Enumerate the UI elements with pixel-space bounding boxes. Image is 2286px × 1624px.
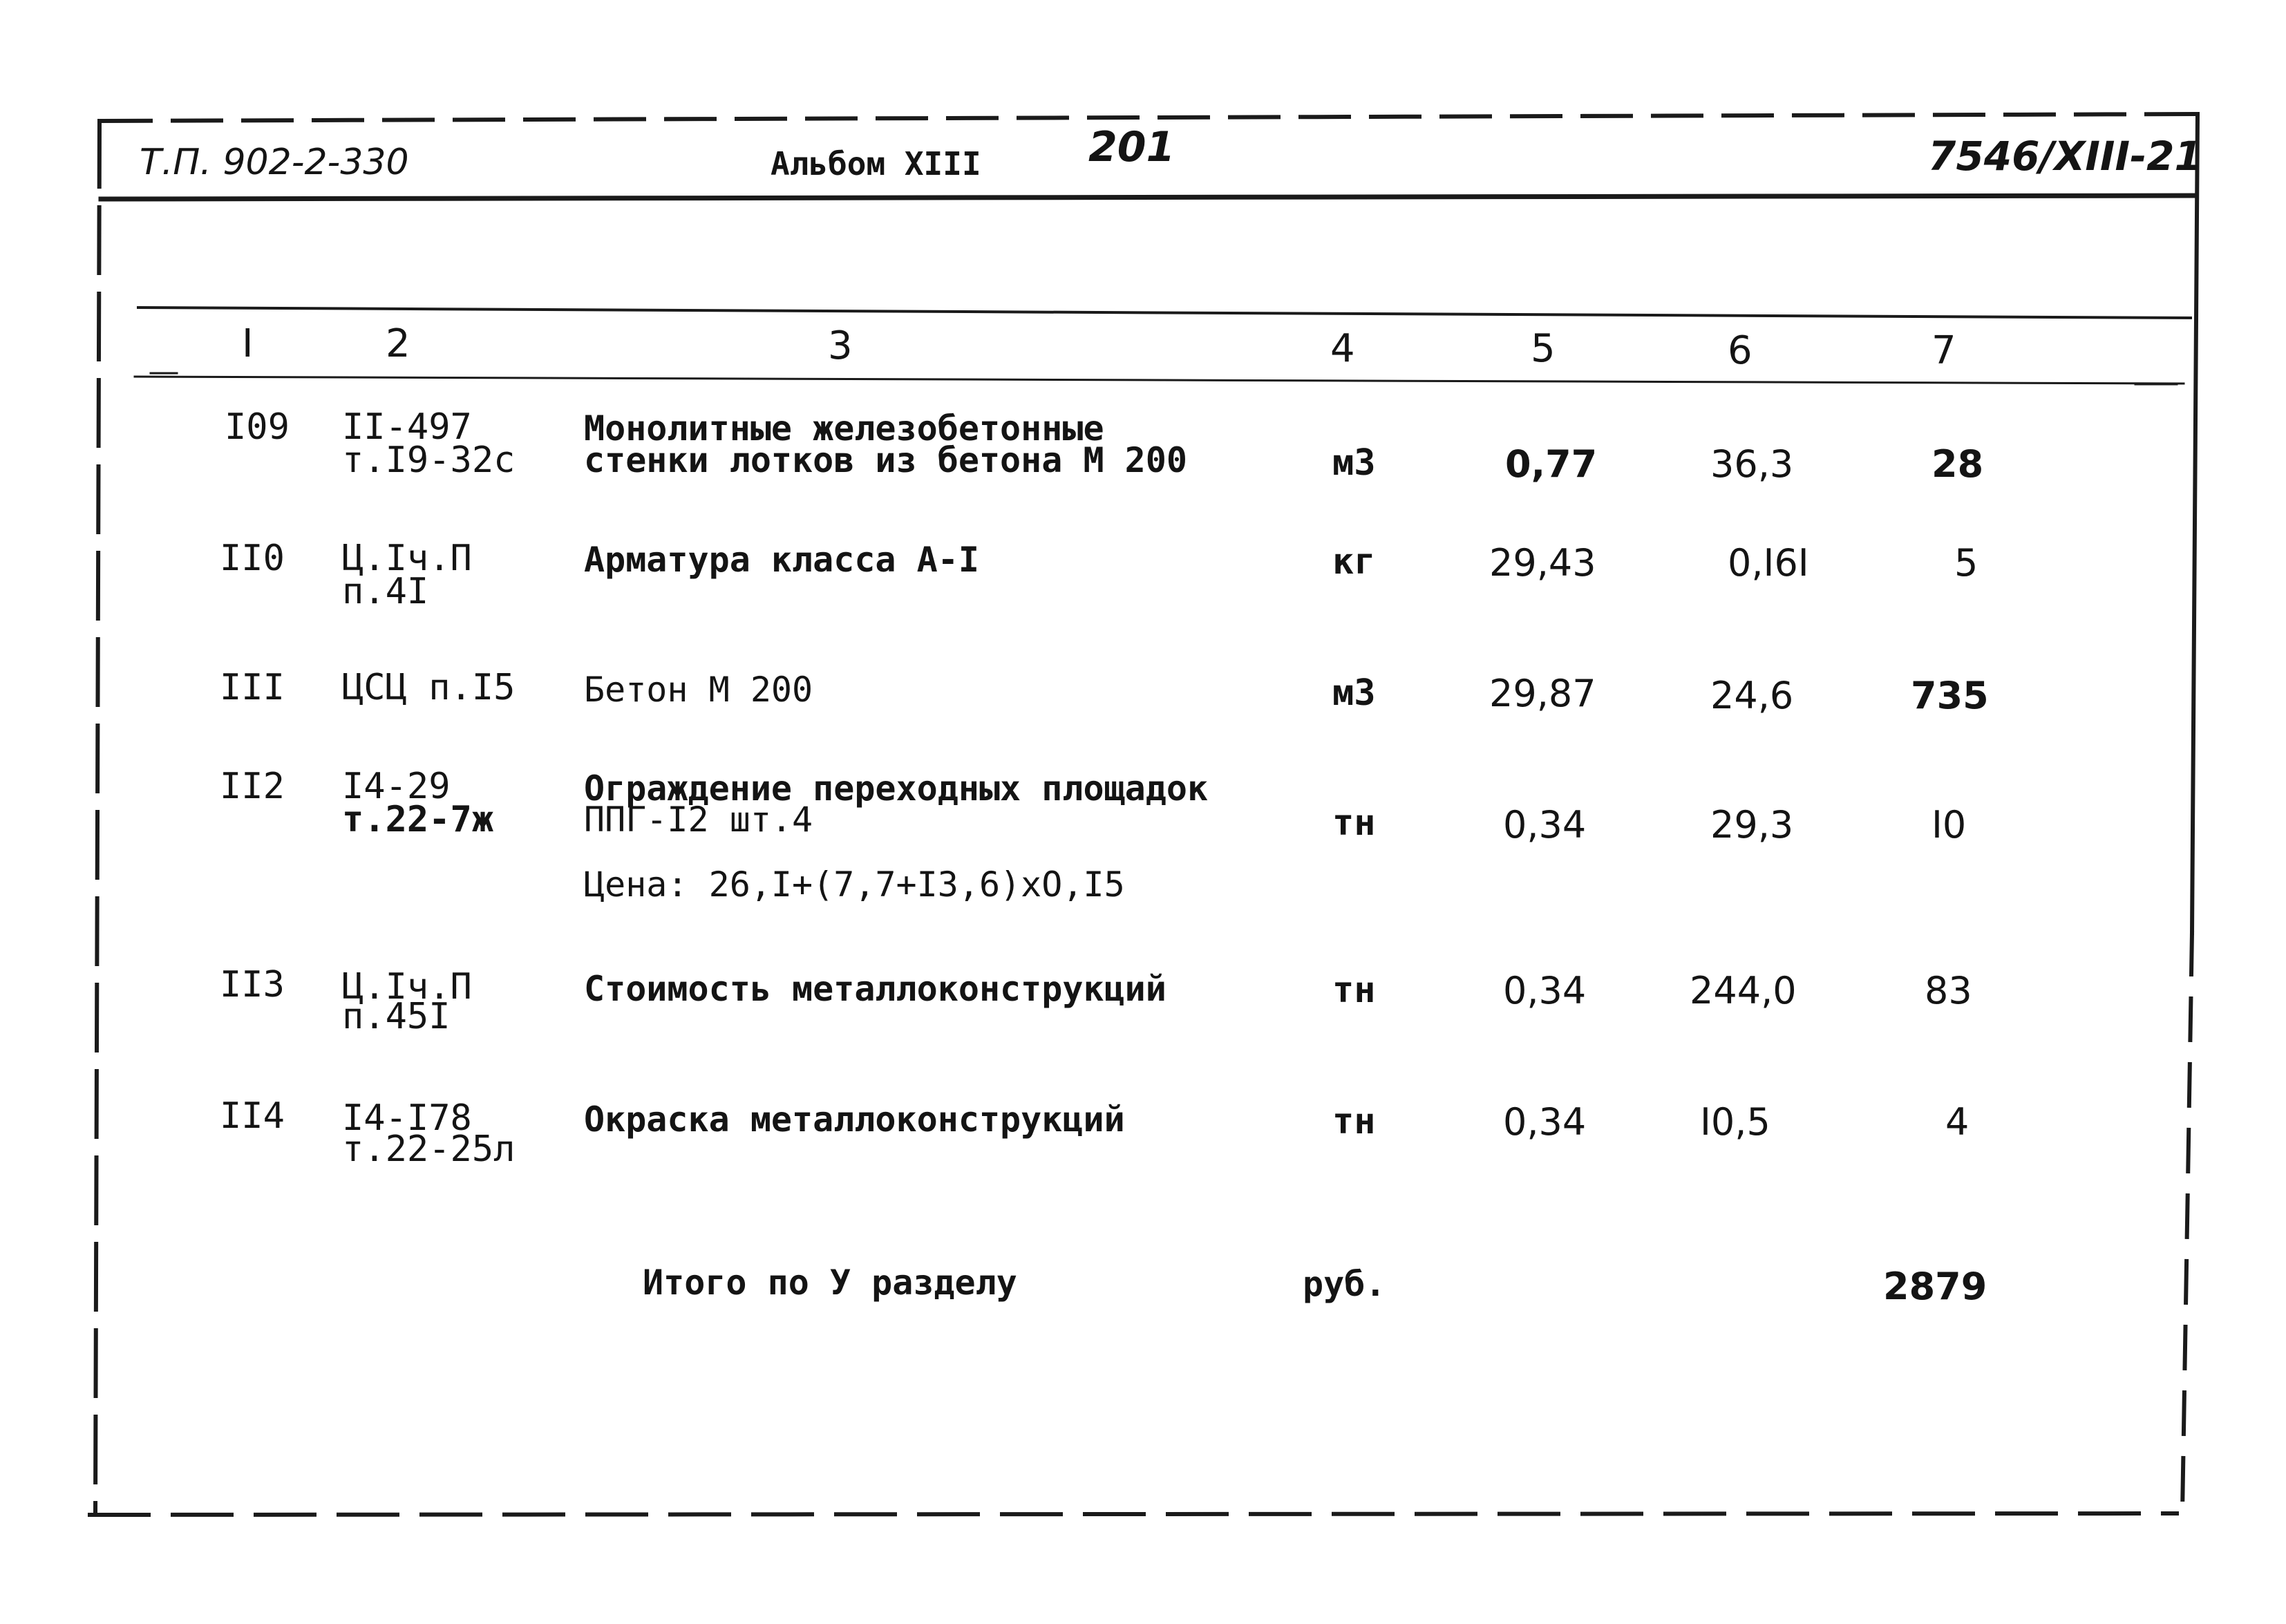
unit-price: 36,3 <box>1710 442 1794 486</box>
unit: тн <box>1332 1101 1376 1142</box>
norm-code-line2: п.4I <box>342 571 429 612</box>
quantity: 0,34 <box>1503 1100 1587 1144</box>
row-number: III <box>220 667 285 708</box>
col-header-6: 6 <box>1728 328 1753 373</box>
norm-code: I4-I78 <box>342 1097 472 1139</box>
total-cost: 735 <box>1911 674 1989 717</box>
norm-code: II-497 <box>342 406 472 448</box>
norm-code-line2: т.I9-32с <box>342 440 516 481</box>
unit: тн <box>1332 970 1376 1011</box>
total-cost: 5 <box>1954 541 1978 585</box>
archive-stamp: 7546/XIII-21 <box>1928 133 2202 180</box>
total-cost: I0 <box>1931 803 1967 847</box>
total-cost: 4 <box>1945 1100 1969 1144</box>
row-number: II3 <box>220 964 285 1005</box>
col-header-1: I <box>242 321 254 366</box>
col-header-3: 3 <box>828 323 853 368</box>
row-number: II2 <box>220 766 285 807</box>
norm-code-line2: п.45I <box>342 996 451 1037</box>
summary-total: 2879 <box>1883 1265 1987 1308</box>
col-header-2: 2 <box>386 321 410 366</box>
item-description: Ограждение переходных площадок <box>584 768 1209 809</box>
quantity: 0,34 <box>1503 969 1587 1012</box>
item-description: Окраска металлоконструкций <box>584 1099 1125 1140</box>
row-number: II0 <box>220 538 285 579</box>
item-description: Арматура класса А-I <box>584 540 979 580</box>
summary-label: Итого по У разделу <box>643 1263 1017 1303</box>
unit: м3 <box>1332 442 1376 484</box>
item-description: Монолитные железобетонные <box>584 408 1104 449</box>
norm-code: ЦСЦ п.I5 <box>342 667 516 708</box>
item-description: Стоимость металлоконструкций <box>584 969 1166 1009</box>
quantity: 0,77 <box>1505 442 1598 486</box>
total-cost: 83 <box>1925 969 1972 1012</box>
summary-unit: руб. <box>1303 1264 1386 1304</box>
norm-code-line2: т.22-7ж <box>342 799 494 840</box>
item-description-line2: ППГ-I2 шт.4 <box>584 800 813 840</box>
unit: тн <box>1332 802 1376 844</box>
norm-code: Ц.Iч.П <box>342 966 472 1008</box>
album-title: Альбом XIII <box>771 145 981 182</box>
row-number: I09 <box>225 406 290 448</box>
quantity: 29,43 <box>1489 541 1596 585</box>
unit-price: I0,5 <box>1700 1100 1770 1144</box>
col-header-7: 7 <box>1931 328 1956 373</box>
norm-code: I4-29 <box>342 766 451 807</box>
unit-price: 244,0 <box>1690 969 1797 1012</box>
price-formula: Цена: 26,I+(7,7+I3,6)хО,I5 <box>584 865 1125 905</box>
page-number: 201 <box>1088 123 1175 171</box>
col-header-5: 5 <box>1531 326 1556 371</box>
quantity: 29,87 <box>1489 672 1596 715</box>
norm-code: Ц.Iч.П <box>342 538 472 579</box>
unit: м3 <box>1332 672 1376 714</box>
norm-code-line2: т.22-25л <box>342 1129 516 1170</box>
unit-price: 0,I6I <box>1728 541 1809 585</box>
project-code: Т.П. 902-2-330 <box>140 142 409 183</box>
quantity: 0,34 <box>1503 803 1587 847</box>
item-description: Бетон М 200 <box>584 670 813 710</box>
row-number: II4 <box>220 1095 285 1137</box>
total-cost: 28 <box>1931 442 1984 486</box>
unit-price: 29,3 <box>1710 803 1794 847</box>
col-header-4: 4 <box>1330 326 1355 371</box>
unit: кг <box>1332 541 1376 583</box>
item-description-line2: стенки лотков из бетона М 200 <box>584 440 1187 480</box>
unit-price: 24,6 <box>1710 674 1794 717</box>
